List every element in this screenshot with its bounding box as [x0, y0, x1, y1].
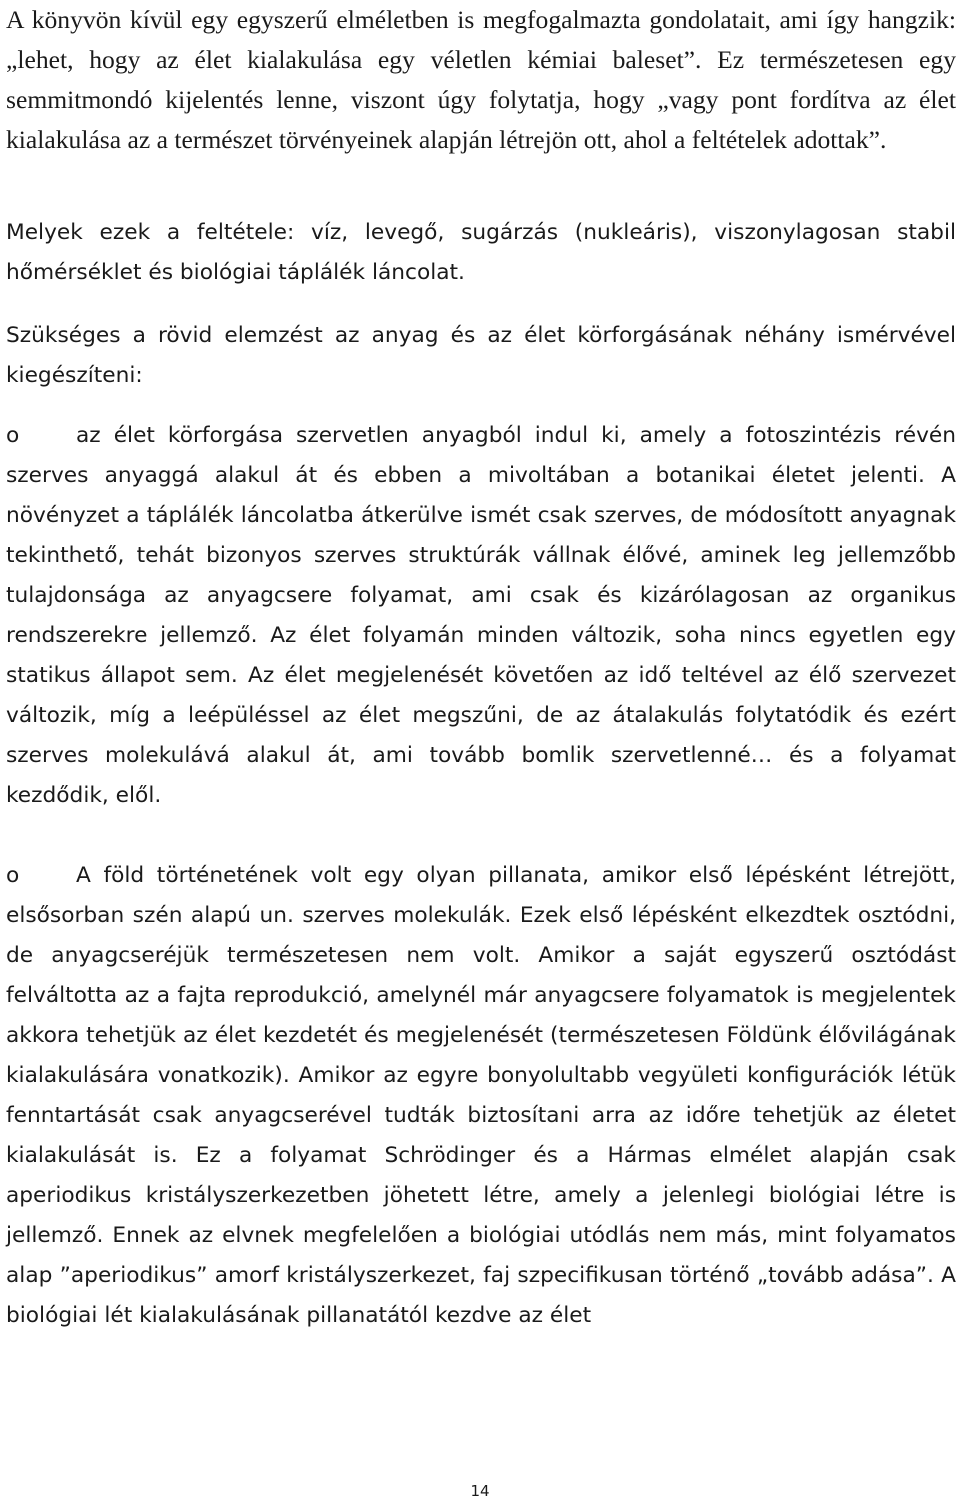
- page-number: 14: [470, 1482, 490, 1500]
- bullet-item-life-cycle: [6, 416, 956, 816]
- bullet-text: A föld történetének volt egy olyan pillanata, amikor első lépésként létrejött, elsősorban szén alapú un. szerves molekulák. Ezek első lépésként elkezdtek osztódni, de anyagcseréjük természetesen nem volt. Amikor a saját egyszerű osztódást felváltotta az a fajta reprodukció, amelynél már anyagcsere folyamatok is megjelentek akkora tehetjük az élet kezdetét és megjelenését (természetesen Földünk élővilágának kialakulására vonatkozik). Amikor az egyre bonyolultabb vegyületi konfigurációk létük fenntartását csak anyagcserével tudták biztosítani arra az időre tehetjük az életet kialakulását is. Ez a folyamat Schrödinger és a Hármas elmélet alapján csak aperiodikus kristályszerkezetben jöhetett létre, amely a jelenlegi biológiai létre is jellemző. Ennek az elvnek megfelelően a biológiai utódlás nem más, mint folyamatos alap ”aperiodikus” amorf kristályszerkezet, faj szpecifikusan történő „tovább adása”. A biológiai lét kialakulásának pillanatától kezdve az élet: [6, 863, 956, 1328]
- bullet-marker: o: [6, 863, 20, 888]
- paragraph-intro: A könyvön kívül egy egyszerű elméletben is megfogalmazta gondolatait, ami így hangzik: „lehet, hogy az élet kialakulása egy véletlen kémiai baleset”. Ez természetesen egy semmitmondó kijelentés lenne, viszont úgy folytatja, hogy „vagy pont fordítva az élet kialakulása az a természet törvényeinek alapján létrejön ott, ahol a feltételek adottak”.: [6, 5, 956, 154]
- paragraph-conditions: Melyek ezek a feltétele: víz, levegő, sugárzás (nukleáris), viszonylagosan stabil hőmérséklet és biológiai táplálék láncolat.: [6, 220, 956, 285]
- paragraph-analysis-lead: Szükséges a rövid elemzést az anyag és az élet körforgásának néhány ismérvével kiegészíteni:: [6, 323, 956, 388]
- bullet-marker: o: [6, 423, 20, 448]
- bullet-text: az élet körforgása szervetlen anyagból indul ki, amely a fotoszintézis révén szerves anyaggá alakul át és ebben a mivoltában a botanikai életet jelenti. A növényzet a táplálék láncolatba átkerülve ismét csak szerves, de módosított anyagnak tekinthető, tehát bizonyos szerves struktúrák vállnak élővé, aminek leg jellemzőbb tulajdonsága az anyagcsere folyamat, ami csak és kizárólagosan az organikus rendszerekre jellemző. Az élet folyamán minden változik, soha nincs egyetlen egy statikus állapot sem. Az élet megjelenését követően az idő teltével az élő szervezet változik, míg a leépüléssel az élet megszűni, de az átalakulás folytatódik és ezért szerves molekulává alakul át, ami tovább bomlik szervetlenné… és a folyamat kezdődik, elől.: [6, 423, 956, 808]
- document-page: [6, 0, 956, 1511]
- bullet-item-earth-history: [6, 856, 956, 1336]
